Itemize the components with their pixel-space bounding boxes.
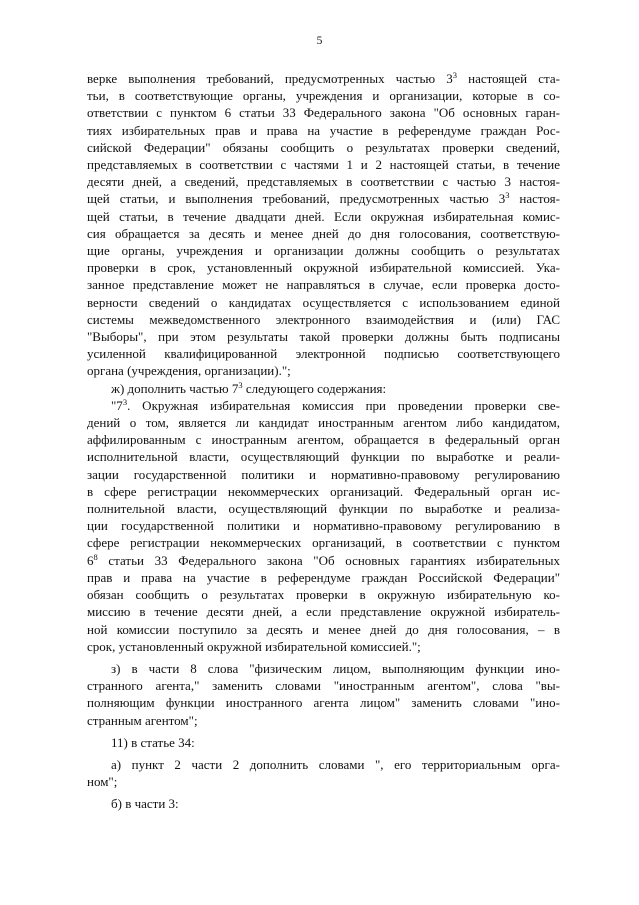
text-line: дений о том, является ли кандидат иностранным агентом либо кандидатом, (87, 415, 560, 431)
text-line: ответствии с пунктом 6 статьи 33 Федерального закона "Об основных гаран- (87, 105, 560, 121)
text-line: з) в части 8 слова "физическим лицом, выполняющим функции ино- (111, 660, 560, 676)
text-line: щей статьи, в течение двадцати дней. Если окружная избирательная комис- (87, 208, 560, 224)
text-line: странным агентом"; (87, 712, 198, 728)
page-number: 5 (316, 35, 323, 47)
text-line: миссию в течение десяти дней, а если представление окружной избиратель- (87, 604, 560, 620)
text-line: полнительной власти, осуществляющий функции по выработке и реализа- (87, 501, 560, 517)
text-line: ции государственной политики и нормативно-правовому регулированию в (87, 518, 560, 534)
text-line: срок, установленный окружной избирательной комиссией."; (87, 638, 421, 654)
text-line: тьи, в соответствующие органы, учреждения и организации, которые в со- (87, 88, 560, 104)
paragraph-continuation (87, 70, 560, 380)
text-line: системы межведомственного электронного взаимодействия и (или) ГАС (87, 311, 560, 327)
text-line: занное представление может не направляться в случае, если проверка досто- (87, 277, 560, 293)
text-line: щей статьи, и выполнения требований, предусмотренных частью $3^3$ настоя- (87, 190, 560, 207)
text-line: исполнительной власти, осуществляющий функции по выработке и реали- (87, 449, 560, 465)
text-line: аффилированным с иностранным агентом, обращается в федеральный орган (87, 432, 560, 448)
text-line: сийской Федерации" обязаны сообщить о результатах проверки сведений, (87, 139, 560, 155)
text-line: а) пункт 2 части 2 дополнить словами ", его территориальным орга- (111, 756, 560, 772)
text-line: усиленной квалифицированной электронной подписью соответствующего (87, 346, 560, 362)
text-line: сия обращается за десять и менее дней до дня голосования, соответствую- (87, 225, 560, 241)
text-line: в сфере регистрации некоммерческих организаций. Федеральный орган ис- (87, 483, 560, 499)
text-line: десяти дней, а сведений, представляемых в соответствии с частью 3 настоя- (87, 174, 560, 190)
text-line: щие органы, учреждения и организации должны сообщить о результатах (87, 243, 560, 259)
text-line: верке выполнения требований, предусмотренных частью $3^3$ настоящей ста- (87, 70, 560, 86)
item-zh: ж) дополнить частью $7^3$ следующего содержания: (111, 379, 387, 396)
item-11: 11) в статье 34: (111, 734, 195, 750)
item-b: б) в части 3: (111, 796, 179, 812)
text-line: сфере регистрации некоммерческих организаций, в соответствии с пунктом (87, 535, 560, 551)
text-line: полняющим функции иностранного агента лицом" заменить словами "ино- (87, 695, 560, 711)
text-line: прав и права на участие в референдуме граждан Российской Федерации" (87, 569, 560, 585)
text-line: "$7^3$. Окружная избирательная комиссия при проведении проверки све- (111, 396, 560, 413)
text-line: $6^8$ статьи 33 Федерального закона "Об основных гарантиях избирательных (87, 551, 560, 568)
text-line: тиях избирательных прав и права на участие в референдуме граждан Рос- (87, 122, 560, 138)
text-line: ном"; (87, 774, 118, 790)
quoted-part-7-3 (87, 397, 560, 655)
text-line: "Выборы", при этом результаты такой проверки должны быть подписаны (87, 329, 560, 345)
item-a (87, 756, 560, 790)
text-line: ной комиссии поступило за десять и менее дней до дня голосования, – в (87, 621, 560, 637)
text-line: зации государственной политики и нормативно-правовому регулированию (87, 466, 560, 482)
text-line: обязан сообщить о результатах проверки в окружную избирательную ко- (87, 587, 560, 603)
document-body (87, 70, 560, 813)
text-line: странного агента," заменить словами "иностранным агентом", слова "вы- (87, 678, 560, 694)
text-line: верности сведений о кандидатах осуществляется с использованием единой (87, 294, 560, 310)
text-line: проверки в срок, установленный окружной избирательной комиссией. Ука- (87, 260, 560, 276)
text-line: представляемых в соответствии с частями 1 и 2 настоящей статьи, в течение (87, 157, 560, 173)
text-line: органа (учреждения, организации)."; (87, 363, 291, 379)
item-z (87, 660, 560, 729)
